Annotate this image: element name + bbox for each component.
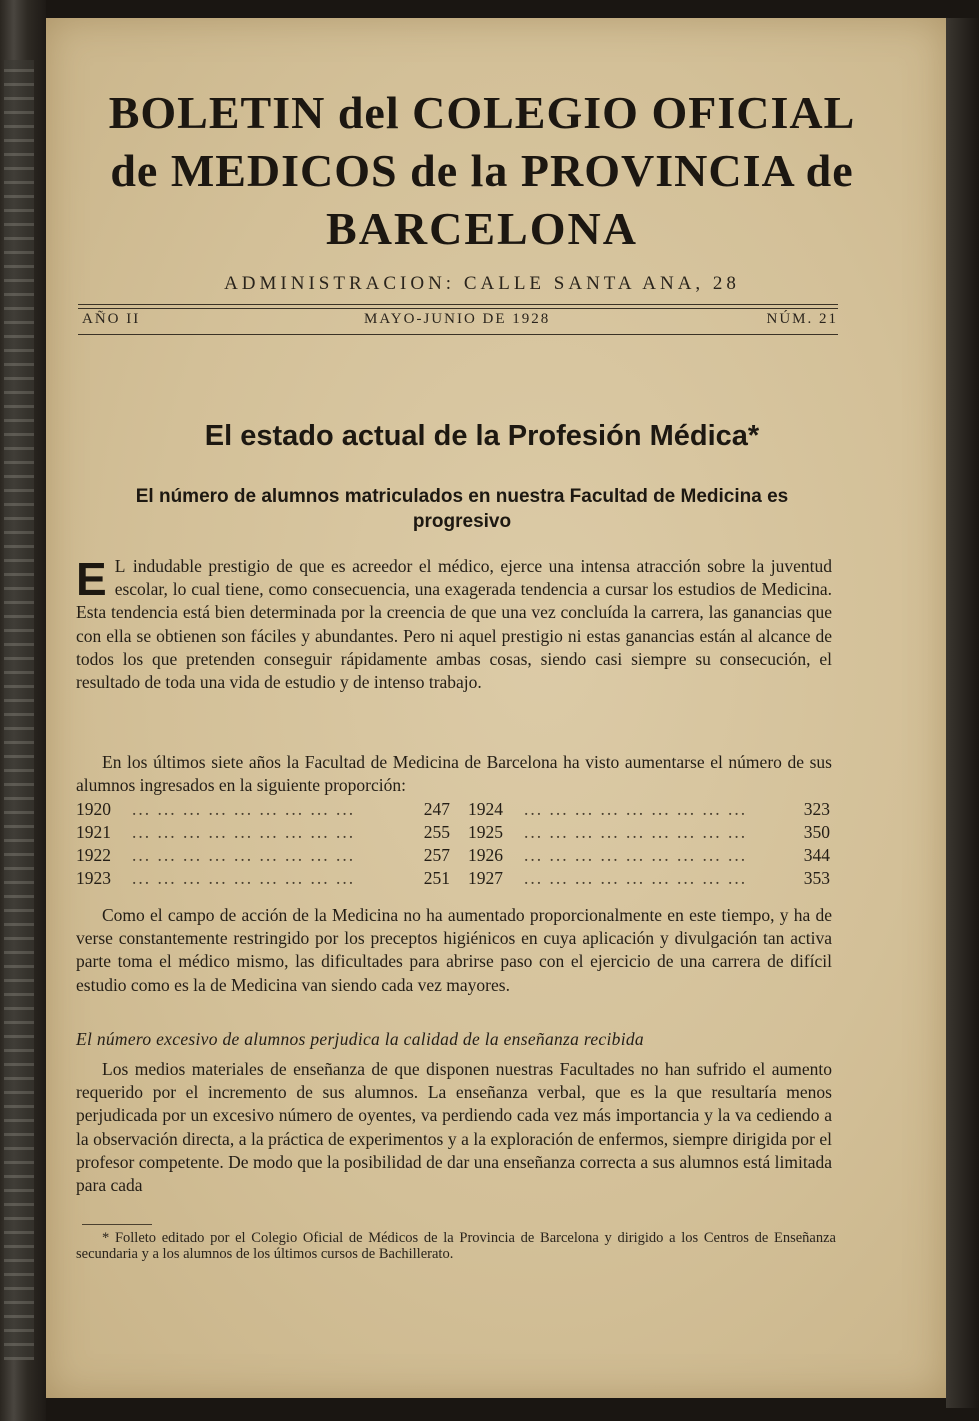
paragraph-2: En los últimos siete años la Facultad de Medicina de Barcelona ha visto aumentarse el número de sus alumnos ingresados en la siguiente proporción:	[76, 752, 832, 796]
paragraph-1-lead: L	[114, 556, 127, 576]
value-cell: 257	[423, 845, 450, 865]
leader-dots: ... ... ... ... ... ... ... ... ...	[132, 799, 356, 819]
year-cell: 1920	[76, 799, 111, 819]
issue-info	[82, 311, 838, 333]
article-title: El estado actual de la Profesión Médica*	[204, 420, 760, 452]
leader-dots: ... ... ... ... ... ... ... ... ...	[524, 868, 748, 888]
page-edge	[946, 18, 979, 1408]
leader-dots: ... ... ... ... ... ... ... ... ...	[524, 822, 748, 842]
value-cell: 247	[423, 799, 450, 819]
year-cell: 1925	[468, 822, 503, 842]
year-cell: 1927	[468, 868, 503, 888]
book-spine	[0, 0, 46, 1421]
footnote: * Folleto editado por el Colegio Oficial de Médicos de la Provincia de Barcelona y dirigido a los Centros de Enseñanza secundaria y a los alumnos de los últimos cursos de Bachillerato.	[76, 1230, 836, 1262]
table-row	[76, 845, 846, 868]
year-cell: 1922	[76, 845, 111, 865]
masthead-line-2: de MEDICOS de la PROVINCIA de	[110, 145, 854, 196]
leader-dots: ... ... ... ... ... ... ... ... ...	[132, 868, 356, 888]
paragraph-4: Los medios materiales de enseñanza de que disponen nuestras Facultades no han sufrido el aumento requerido por el incremento de sus alumnos. La enseñanza verbal, que es la que resultaría menos perjudicada por un excesivo número de oyentes, va perdiendo cada vez más importancia y la va cediendo a la observación directa, a la práctica de experimentos y a la exploración de enfermos, siempre dirigida por el profesor competente. De modo que la posibilidad de dar una enseñanza correcta a sus alumnos está limitada para cada	[76, 1059, 832, 1196]
year-cell: 1924	[468, 799, 503, 819]
value-cell: 255	[423, 822, 450, 842]
spine-ornament	[4, 60, 34, 1360]
paragraph-1	[76, 555, 832, 694]
article-subtitle: El número de alumnos matriculados en nuestra Facultad de Medicina es progresivo	[135, 486, 789, 532]
value-cell: 251	[423, 868, 450, 888]
section-heading: El número excesivo de alumnos perjudica la calidad de la enseñanza recibida	[76, 1029, 644, 1049]
value-cell: 344	[803, 845, 830, 865]
leader-dots: ... ... ... ... ... ... ... ... ...	[524, 845, 748, 865]
issue-date: MAYO-JUNIO DE 1928	[364, 311, 551, 327]
document-page	[46, 18, 946, 1398]
leader-dots: ... ... ... ... ... ... ... ... ...	[132, 845, 356, 865]
paragraph-3: Como el campo de acción de la Medicina no ha aumentado proporcionalmente en este tiempo, y ha de verse constantemente restringido por los preceptos higiénicos en cuya aplicación y divulgación tan activa parte toma el médico mismo, las dificultades para abrirse paso con el ejercicio de una carrera de difícil estudio como es la de Medicina van siendo cada vez mayores.	[76, 905, 832, 995]
header-rule-top-double	[78, 308, 838, 309]
enrollment-table	[76, 799, 846, 899]
masthead-line-3: BARCELONA	[326, 203, 638, 254]
paragraph-1-text: indudable prestigio de que es acreedor el médico, ejerce una intensa atracción sobre la juventud escolar, lo cual tiene, como consecuencia, una exagerada tendencia a cursar los estudios de Medicina. Esta tendencia está bien determinada por la creencia de que una vez concluída la carrera, las ganancias que con ella se obtienen son fáciles y abundantes. Pero ni aquel prestigio ni estas ganancias están al alcance de todos los que pretenden conseguir rápidamente ambas cosas, siendo casi siempre su consecución, el resultado de toda una vida de estudio y de intenso trabajo.	[76, 556, 832, 693]
table-row	[76, 868, 846, 891]
footnote-rule	[82, 1224, 152, 1225]
table-row	[76, 822, 846, 845]
value-cell: 350	[803, 822, 830, 842]
value-cell: 353	[803, 868, 830, 888]
issue-year: AÑO II	[82, 311, 141, 327]
table-row	[76, 799, 846, 822]
header-rule-bottom	[78, 334, 838, 335]
year-cell: 1926	[468, 845, 503, 865]
value-cell: 323	[803, 799, 830, 819]
year-cell: 1923	[76, 868, 111, 888]
header-rule-top	[78, 304, 838, 305]
year-cell: 1921	[76, 822, 111, 842]
issue-number: NÚM. 21	[766, 311, 838, 327]
administration-address: ADMINISTRACION: CALLE SANTA ANA, 28	[224, 273, 740, 294]
drop-cap: E	[76, 553, 107, 605]
leader-dots: ... ... ... ... ... ... ... ... ...	[524, 799, 748, 819]
masthead-line-1: BOLETIN del COLEGIO OFICIAL	[108, 87, 856, 138]
leader-dots: ... ... ... ... ... ... ... ... ...	[132, 822, 356, 842]
